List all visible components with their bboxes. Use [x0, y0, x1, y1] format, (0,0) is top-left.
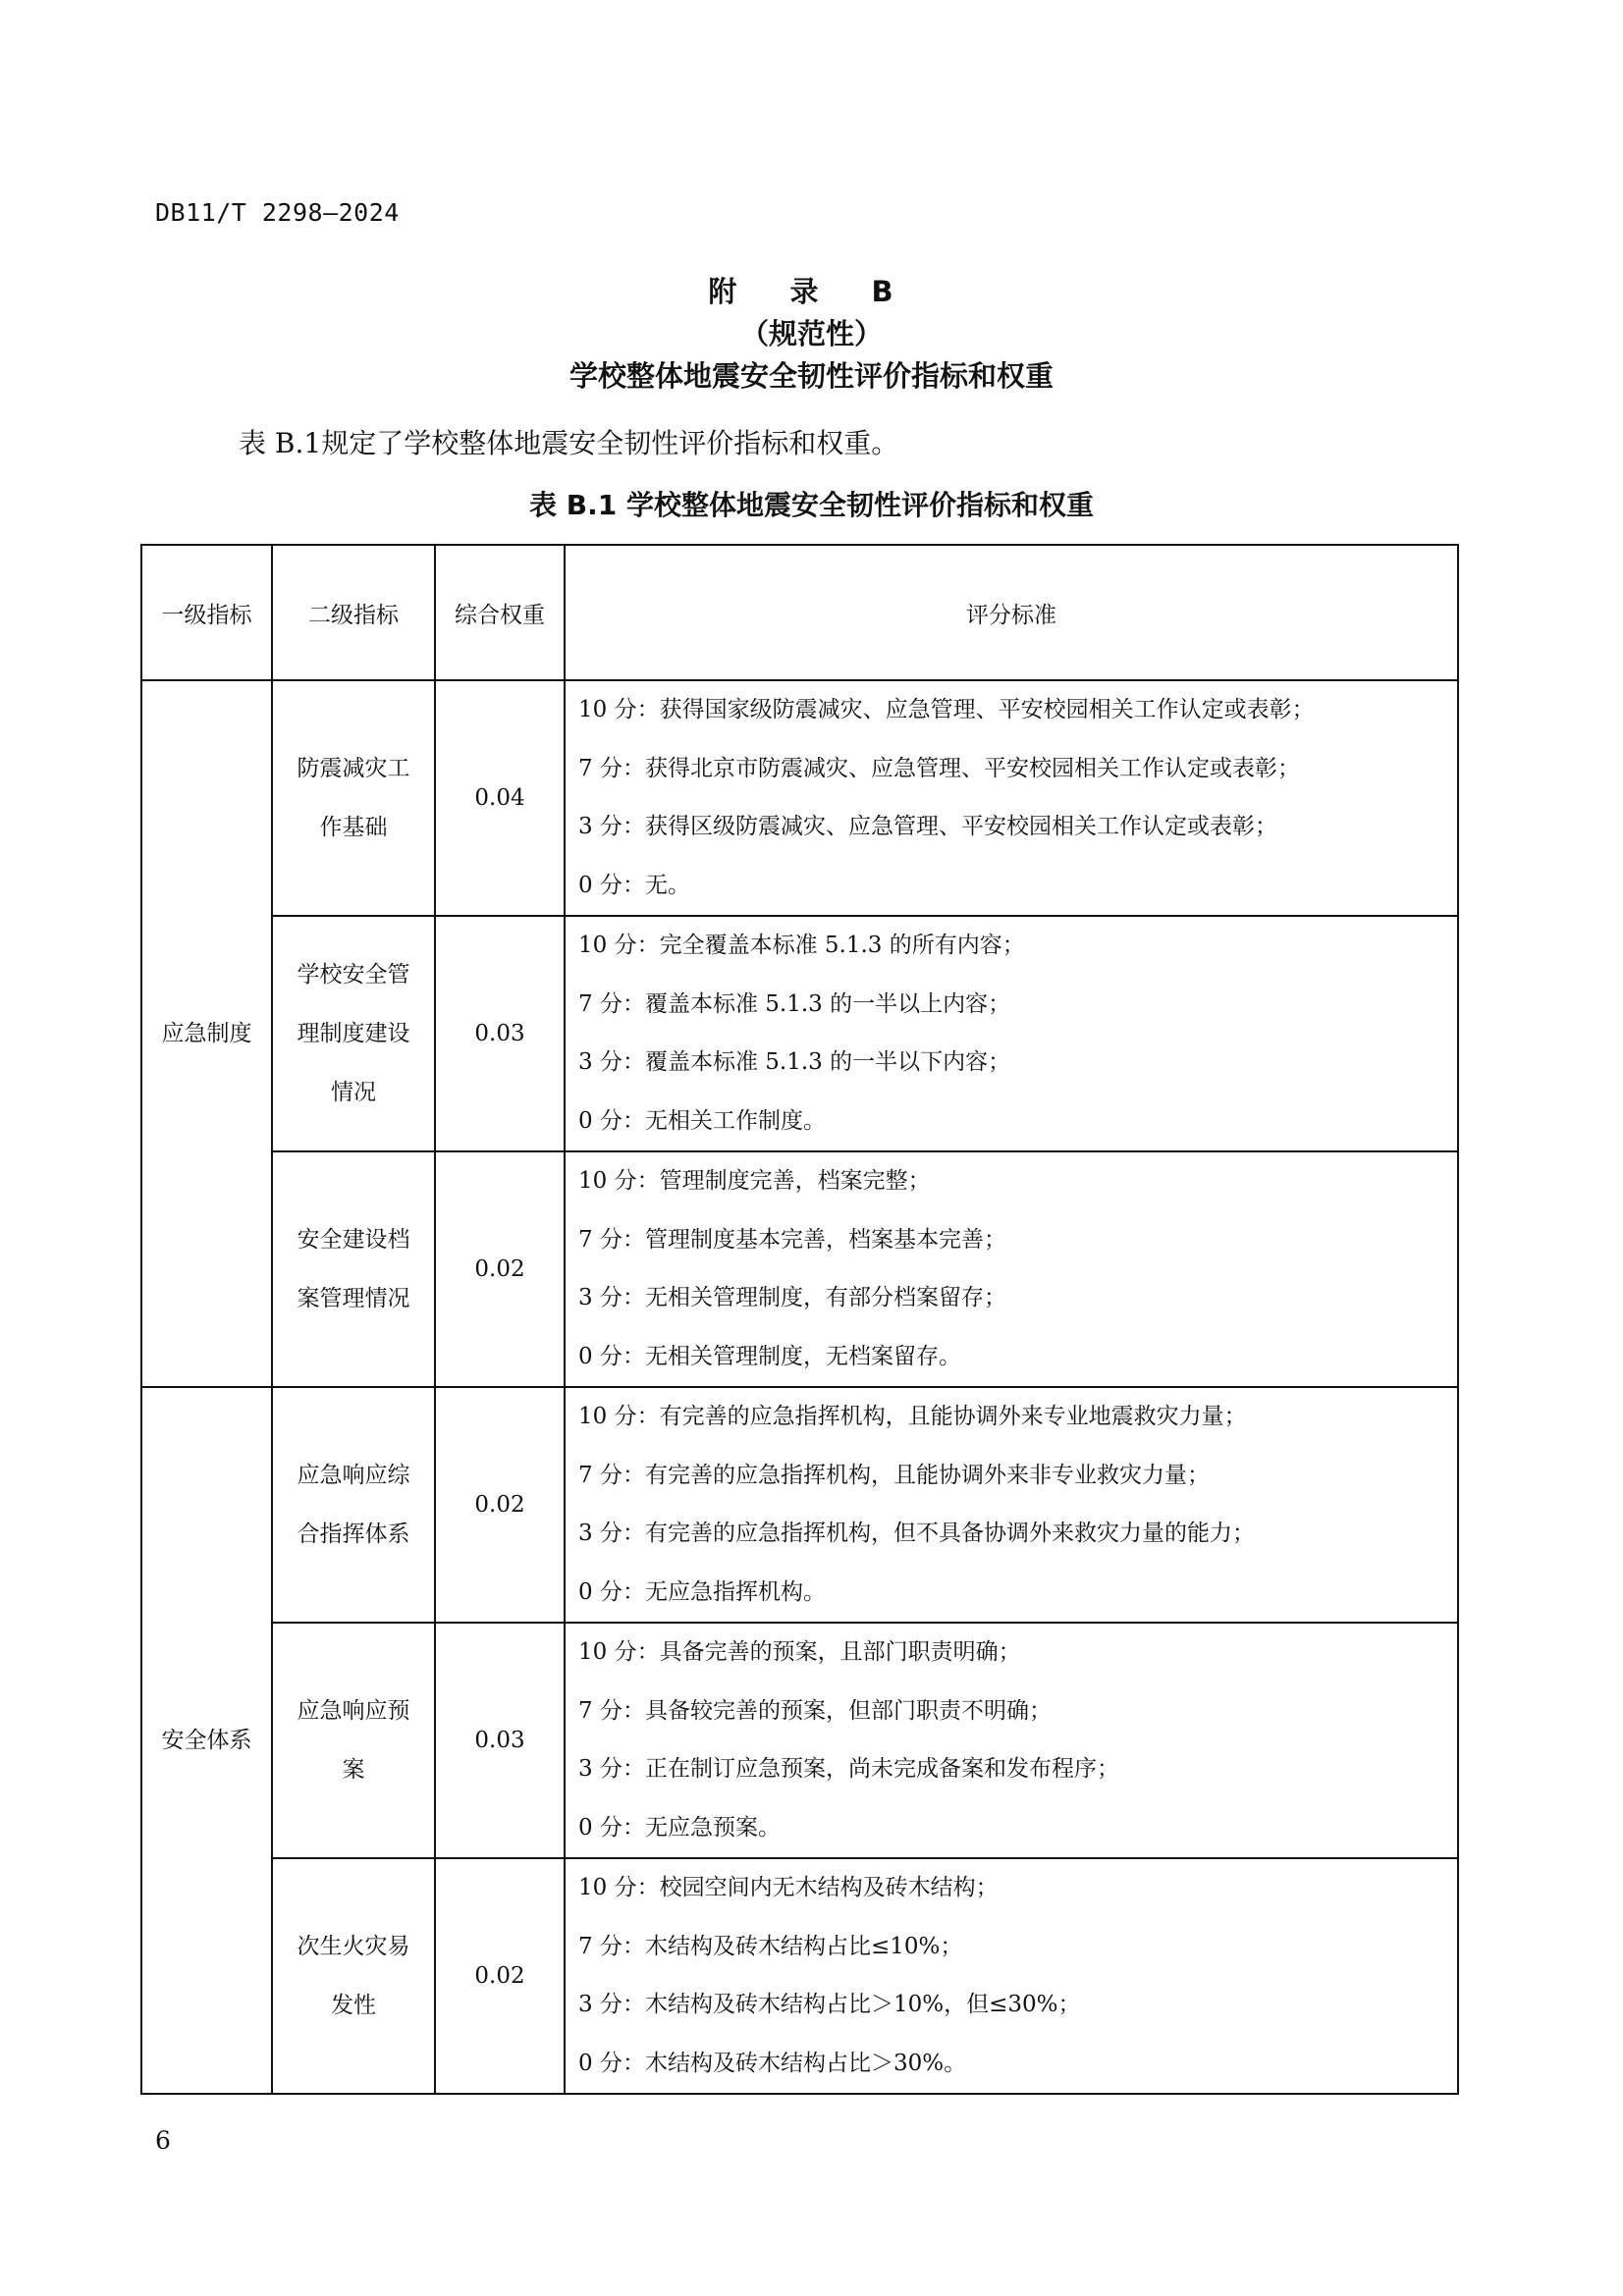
weight-value: 0.02	[435, 1387, 565, 1623]
level2-line: 应急响应综	[297, 1463, 410, 1488]
level2-indicator	[272, 680, 435, 916]
level2-indicator	[272, 1387, 435, 1623]
criteria-line: 10 分：获得国家级防震减灾、应急管理、平安校园相关工作认定或表彰；	[578, 697, 1315, 722]
scoring-criteria	[565, 1623, 1458, 1858]
criteria-line: 0 分：无。	[578, 872, 690, 898]
table-row	[141, 916, 1458, 1151]
level2-indicator	[272, 916, 435, 1151]
level2-line: 应急响应预	[297, 1698, 410, 1724]
criteria-line: 10 分：具备完善的预案，且部门职责明确；	[578, 1639, 1021, 1665]
evaluation-table	[140, 544, 1459, 2095]
criteria-line: 10 分：管理制度完善，档案完整；	[578, 1168, 931, 1194]
criteria-line: 7 分：管理制度基本完善，档案基本完善；	[578, 1226, 1006, 1253]
criteria-line: 10 分：校园空间内无木结构及砖木结构；	[578, 1875, 999, 1900]
table-header-row	[141, 545, 1458, 680]
header-criteria: 评分标准	[565, 545, 1458, 680]
weight-value: 0.04	[435, 680, 565, 916]
document-code: DB11/T 2298—2024	[155, 198, 400, 227]
header-level1: 一级指标	[141, 545, 272, 680]
criteria-line: 7 分：木结构及砖木结构占比≤10%；	[578, 1933, 963, 1959]
intro-paragraph: 表 B.1规定了学校整体地震安全韧性评价指标和权重。	[239, 427, 899, 459]
level2-line: 理制度建设	[297, 1021, 410, 1046]
level2-line: 发性	[331, 1993, 376, 2018]
scoring-criteria	[565, 916, 1458, 1151]
table-row	[141, 1858, 1458, 2094]
criteria-line: 3 分：覆盖本标准 5.1.3 的一半以下内容；	[578, 1049, 1011, 1075]
level2-line: 学校安全管	[297, 962, 410, 988]
level1-indicator: 安全体系	[141, 1387, 272, 2094]
level2-line: 案管理情况	[297, 1286, 410, 1311]
level2-line: 案	[342, 1757, 365, 1783]
level2-line: 次生火灾易	[297, 1934, 410, 1959]
scoring-criteria	[565, 1151, 1458, 1387]
criteria-line: 0 分：无应急预案。	[578, 1814, 781, 1841]
criteria-line: 7 分：具备较完善的预案，但部门职责不明确；	[578, 1697, 1052, 1724]
criteria-line: 7 分：获得北京市防震减灾、应急管理、平安校园相关工作认定或表彰；	[578, 755, 1300, 781]
criteria-line: 3 分：无相关管理制度，有部分档案留存；	[578, 1285, 1006, 1310]
level2-line: 合指挥体系	[297, 1522, 410, 1547]
scoring-criteria	[565, 1387, 1458, 1623]
table-row	[141, 1387, 1458, 1623]
level1-indicator: 应急制度	[141, 680, 272, 1387]
weight-value: 0.03	[435, 1623, 565, 1858]
level2-line: 作基础	[319, 815, 388, 840]
annex-title: 附 录 B	[708, 275, 915, 308]
table-caption: 表 B.1 学校整体地震安全韧性评价指标和权重	[529, 489, 1094, 521]
criteria-line: 3 分：木结构及砖木结构占比＞10%，但≤30%；	[578, 1992, 1081, 2017]
criteria-line: 10 分：有完善的应急指挥机构，且能协调外来专业地震救灾力量；	[578, 1404, 1247, 1429]
level2-indicator	[272, 1151, 435, 1387]
table-row	[141, 1623, 1458, 1858]
weight-value: 0.03	[435, 916, 565, 1151]
criteria-line: 7 分：覆盖本标准 5.1.3 的一半以上内容；	[578, 990, 1011, 1017]
level2-line: 情况	[331, 1080, 376, 1105]
criteria-line: 0 分：无相关管理制度，无档案留存。	[578, 1343, 961, 1369]
level2-line: 安全建设档	[297, 1227, 410, 1253]
criteria-line: 7 分：有完善的应急指挥机构，且能协调外来非专业救灾力量；	[578, 1462, 1210, 1488]
criteria-line: 0 分：无应急指挥机构。	[578, 1578, 826, 1605]
header-level2: 二级指标	[272, 545, 435, 680]
page-number: 6	[155, 2126, 171, 2155]
weight-value: 0.02	[435, 1858, 565, 2094]
criteria-line: 3 分：正在制订应急预案，尚未完成备案和发布程序；	[578, 1756, 1119, 1782]
table-row	[141, 680, 1458, 916]
criteria-line: 0 分：无相关工作制度。	[578, 1107, 826, 1134]
scoring-criteria	[565, 680, 1458, 916]
header-weight: 综合权重	[435, 545, 565, 680]
table-row	[141, 1151, 1458, 1387]
criteria-line: 0 分：木结构及砖木结构占比＞30%。	[578, 2050, 967, 2076]
criteria-line: 3 分：获得区级防震减灾、应急管理、平安校园相关工作认定或表彰；	[578, 814, 1277, 839]
level2-line: 防震减灾工	[297, 756, 410, 781]
criteria-line: 10 分：完全覆盖本标准 5.1.3 的所有内容；	[578, 933, 1025, 958]
level2-indicator	[272, 1858, 435, 2094]
weight-value: 0.02	[435, 1151, 565, 1387]
annex-type: （规范性）	[739, 317, 883, 350]
criteria-line: 3 分：有完善的应急指挥机构，但不具备协调外来救灾力量的能力；	[578, 1521, 1255, 1546]
annex-name: 学校整体地震安全韧性评价指标和权重	[568, 359, 1054, 393]
scoring-criteria	[565, 1858, 1458, 2094]
level2-indicator	[272, 1623, 435, 1858]
